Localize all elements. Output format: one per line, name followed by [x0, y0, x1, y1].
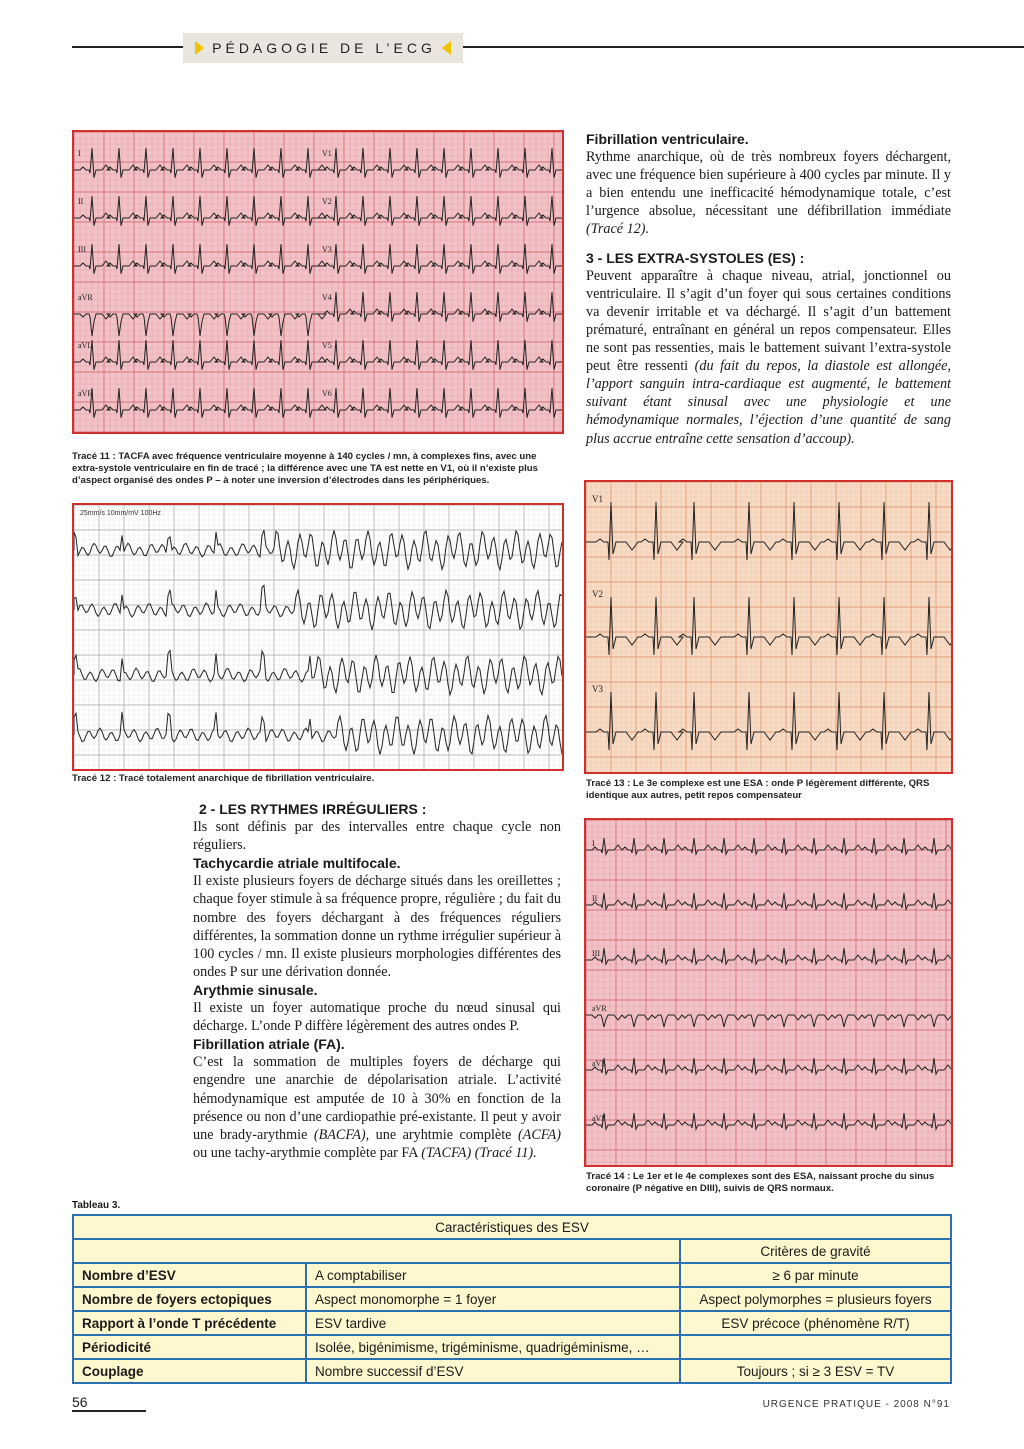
lead-label: V2 [322, 197, 332, 206]
lead-label: III [592, 949, 600, 958]
table-header-empty [306, 1239, 680, 1263]
row-name: Périodicité [73, 1335, 306, 1359]
lead-label: I [592, 839, 595, 848]
lead-label: V3 [592, 684, 603, 694]
table-row [73, 1359, 951, 1383]
table-row [73, 1263, 951, 1287]
ecg-lead-trace [586, 838, 951, 854]
fa-text-1: C’est la sommation de multiples foyers de décharge qui engendre une anarchie de dépolarisation atriale. L’activité hémodynamique est amputée de 10 à 30% en fonction de la présence ou non d’une cardiopathie pré-existante. Il peut y avoir une brady-arythmie [193, 1054, 561, 1143]
lead-label: aVL [78, 341, 93, 350]
ecg-lead-trace [586, 597, 951, 655]
ecg-lead-trace [586, 1113, 951, 1129]
ecg-trace-13 [584, 480, 953, 774]
section-title: PÉDAGOGIE DE L’ECG [212, 40, 436, 56]
ecg-grid-fine [586, 820, 951, 1165]
caption-trace-11: Tracé 11 : TACFA avec fréquence ventriculaire moyenne à 140 cycles / mn, à complexes fins, avec une extra-systole ventriculaire en fin de tracé ; la différence avec une TA est nette en V1, où il n’existe plus d’aspect organisé des ondes P – à noter une inversion d’électrodes dans les périphériques. [72, 451, 538, 486]
section-header [183, 33, 463, 63]
ecg-lead-trace [586, 502, 951, 560]
lead-label: V2 [592, 589, 603, 599]
left-column-text [193, 800, 561, 1162]
header-rule-right [463, 46, 1024, 48]
lead-label: II [78, 197, 84, 206]
fa-text-3: ou une tachy-arythmie complète par FA [193, 1144, 418, 1161]
ecg-grid-fine [586, 482, 951, 772]
row-value: A comptabiliser [306, 1263, 680, 1287]
paragraph-extra-systoles [586, 267, 951, 448]
lead-label: II [592, 894, 598, 903]
lead-label: V5 [322, 341, 332, 350]
row-gravity: ESV précoce (phénomène R/T) [680, 1311, 951, 1335]
ecg-lead-trace [586, 893, 951, 909]
ecg-grid-fine [74, 505, 562, 769]
ecg-grid-major [586, 820, 951, 1165]
page-number: 56 [72, 1394, 88, 1410]
header-rule-left [72, 46, 184, 48]
row-gravity: Toujours ; si ≥ 3 ESV = TV [680, 1359, 951, 1383]
paragraph-rythmes-irreguliers: Ils sont définis par des intervalles entre chaque cycle non réguliers. [193, 819, 561, 854]
heading-tachycardie-atriale: Tachycardie atriale multifocale. [193, 855, 401, 872]
lead-label: III [78, 245, 86, 254]
paragraph-tachycardie-atriale: Il existe plusieurs foyers de décharge situés dans les oreillettes ; chaque foyer stimule à sa fréquence propre, régulière ; du fait du nombre des foyers déchargant à des fréquences réguliers différentes, la sommation donne un rythme irrégulier supérieur à 100 cycles / mn. Il existe plusieurs morphologies différentes des ondes P sur une dérivation donnée. [193, 873, 561, 980]
heading-fibrillation-ventriculaire: Fibrillation ventriculaire. [586, 131, 749, 147]
row-name: Nombre d’ESV [73, 1263, 306, 1287]
fa-acfa: (ACFA) [517, 1126, 562, 1143]
lead-label: V4 [322, 293, 332, 302]
lead-label: aVL [592, 1059, 607, 1068]
lead-label: I [78, 149, 81, 158]
row-gravity: Aspect polymorphes = plusieurs foyers [680, 1287, 951, 1311]
table-header-gravity: Critères de gravité [680, 1239, 951, 1263]
row-name: Nombre de foyers ectopiques [73, 1287, 306, 1311]
lead-label: V3 [322, 245, 332, 254]
ecg-lead-trace [586, 1015, 951, 1027]
row-value: ESV tardive [306, 1311, 680, 1335]
ecg-trace-12 [72, 503, 564, 771]
row-name: Couplage [73, 1359, 306, 1383]
table-header-empty [73, 1239, 306, 1263]
trace-12-settings: 25mm/s 10mm/mV 100Hz [80, 510, 161, 517]
ecg-lead-trace [586, 948, 951, 964]
table-header-row [73, 1239, 951, 1263]
row-gravity [680, 1335, 951, 1359]
caption-trace-14: Tracé 14 : Le 1er et le 4e complexes sont des ESA, naissant proche du sinus coronaire (P négative en DIII), suivis de QRS normaux. [586, 1171, 935, 1194]
table-row [73, 1335, 951, 1359]
paragraph-fibrillation-atriale [193, 1053, 561, 1162]
es-text: Peuvent apparaître à chaque niveau, atrial, jonctionnel ou ventriculaire. Il s’agit d’un foyer qui sous certaines conditions va devenir irritable et va déchargé. Il s’agit d’un battement prématuré, entraînant en général un repos compensateur. Elles ne sont pas ressenties, mais le battement suivant l’extra-systole peut être ressenti [586, 267, 951, 375]
heading-rythmes-irreguliers: 2 - LES RYTHMES IRRÉGULIERS : [199, 801, 427, 817]
heading-fibrillation-atriale: Fibrillation atriale (FA). [193, 1036, 345, 1053]
lead-label: aVR [78, 293, 93, 302]
lead-label: aVF [592, 1114, 606, 1123]
right-column-text [586, 130, 951, 448]
ecg-trace-11 [72, 130, 564, 434]
table-row [73, 1287, 951, 1311]
table-row [73, 1311, 951, 1335]
fv-text: Rythme anarchique, où de très nombreux foyers déchargent, avec une fréquence bien supérieure à 400 cycles par minute. Il y a bien entendu une inefficacité hémodynamique totale, c’est l’urgence absolue, nécessitant une défibrillation immédiate [586, 149, 951, 220]
lead-label: aVR [592, 1004, 607, 1013]
caption-trace-13: Tracé 13 : Le 3e complexe est une ESA : onde P légèrement différente, QRS identique aux autres, petit repos compensateur [586, 778, 930, 801]
lead-label: V6 [322, 389, 332, 398]
lead-label: V1 [592, 494, 603, 504]
table-label: Tableau 3. [72, 1200, 121, 1211]
fa-tacfa: (TACFA) (Tracé 11). [421, 1144, 537, 1161]
page-number-rule [72, 1410, 146, 1412]
journal-footer: URGENCE PRATIQUE - 2008 N°91 [762, 1399, 950, 1410]
ecg-grid-major [74, 132, 562, 432]
row-value: Nombre successif d’ESV [306, 1359, 680, 1383]
row-gravity: ≥ 6 par minute [680, 1263, 951, 1287]
fa-text-2: une aryhtmie complète [375, 1126, 512, 1143]
table-title: Caractéristiques des ESV [73, 1215, 951, 1239]
row-value: Isolée, bigénimisme, trigéminisme, quadrigéminisme, … [306, 1335, 680, 1359]
fv-ref: (Tracé 12). [586, 221, 650, 238]
fa-bacfa: (BACFA), [313, 1126, 370, 1143]
ecg-trace-14 [584, 818, 953, 1167]
esv-table [72, 1214, 952, 1384]
paragraph-fibrillation-ventriculaire [586, 148, 951, 238]
ecg-lead-trace [586, 692, 951, 750]
es-italic: (du fait du repos, la diastole est allongée, l’apport sanguin intra-cardiaque est augmenté, le battement suivant étant sinusal avec une physiologie et une hémodynamique normales, l’éjection d’une quantité de sang plus accrue entraîne cette sensation d’accoup). [586, 358, 952, 447]
heading-extra-systoles: 3 - LES EXTRA-SYSTOLES (ES) : [586, 249, 805, 266]
lead-label: V1 [322, 149, 332, 158]
arrow-left-icon [442, 41, 451, 55]
table-title-row [73, 1215, 951, 1239]
row-value: Aspect monomorphe = 1 foyer [306, 1287, 680, 1311]
lead-label: aVF [78, 389, 92, 398]
row-name: Rapport à l’onde T précédente [73, 1311, 306, 1335]
heading-arythmie-sinusale: Arythmie sinusale. [193, 981, 318, 998]
arrow-right-icon [195, 41, 204, 55]
caption-trace-12: Tracé 12 : Tracé totalement anarchique de fibrillation ventriculaire. [72, 773, 375, 784]
paragraph-arythmie-sinusale: Il existe un foyer automatique proche du nœud sinusal qui décharge. L’onde P diffère légèrement des autres ondes P. [193, 1000, 561, 1035]
